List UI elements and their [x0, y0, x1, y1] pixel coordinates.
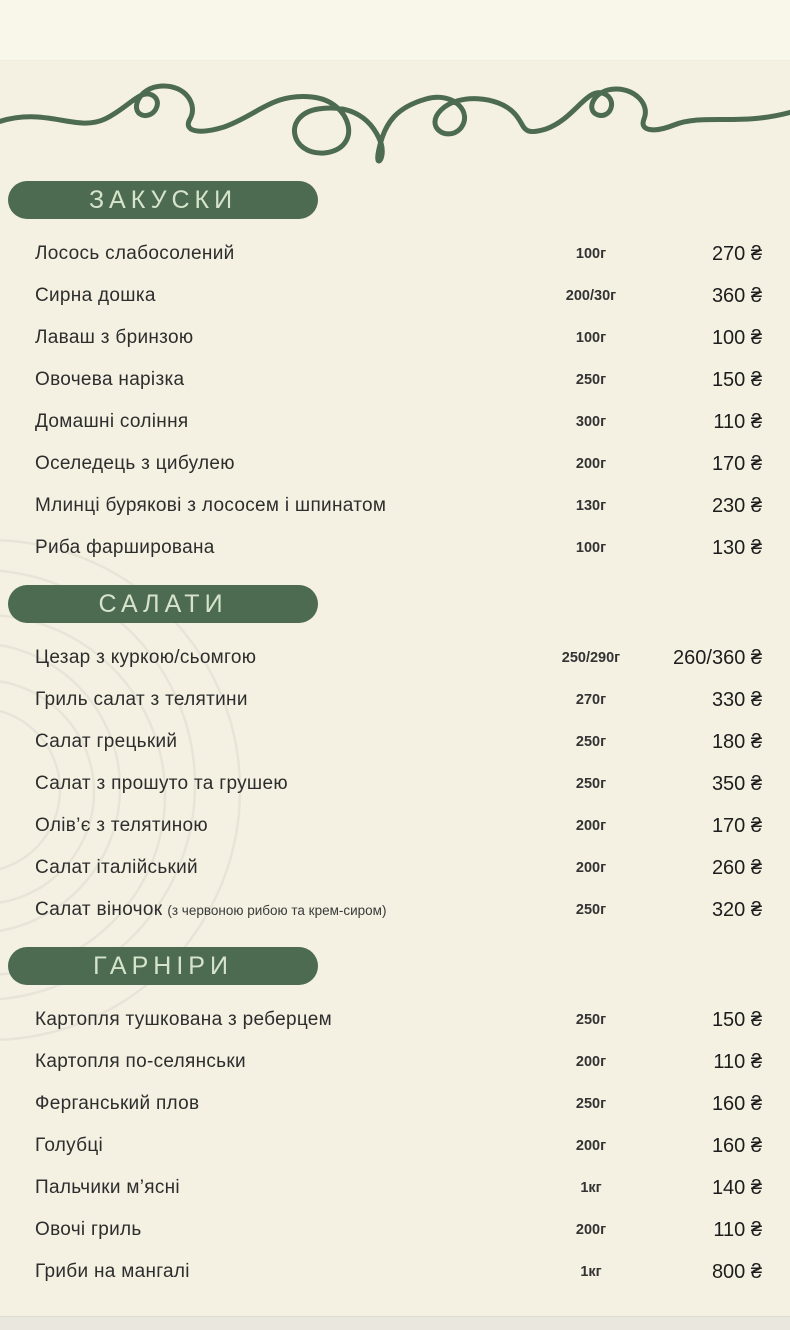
- item-weight: 1кг: [580, 1264, 602, 1280]
- item-price: 130 ₴: [711, 536, 762, 559]
- item-price: 230 ₴: [711, 494, 762, 517]
- menu-item-row: [35, 275, 762, 317]
- menu-item-row: [35, 485, 762, 527]
- item-name: Салат італійський: [35, 857, 198, 878]
- menu-item-row: [35, 721, 762, 763]
- section-title: ЗАКУСКИ: [88, 185, 238, 214]
- item-name: Ферганський плов: [35, 1093, 200, 1114]
- item-name: Сирна дошка: [35, 285, 156, 306]
- decorative-flourish: [0, 61, 790, 175]
- item-price: 320 ₴: [711, 898, 762, 921]
- item-price: 110 ₴: [713, 1050, 762, 1073]
- item-name: Лаваш з бринзою: [35, 327, 194, 348]
- item-weight: 250г: [575, 734, 607, 750]
- item-price: 350 ₴: [711, 772, 762, 795]
- item-name: Лосось слабосолений: [35, 243, 235, 264]
- item-weight: 200г: [575, 456, 607, 472]
- item-price: 140 ₴: [711, 1176, 762, 1199]
- section-items-salaty: [0, 623, 790, 931]
- page-bottom-margin: [0, 1316, 790, 1330]
- menu-item-row: [35, 1209, 762, 1251]
- section-header-salaty: [8, 585, 318, 623]
- item-price: 100 ₴: [711, 326, 762, 349]
- item-name: Картопля по-селянськи: [35, 1051, 246, 1072]
- menu-item-row: [35, 637, 762, 679]
- item-price: 180 ₴: [711, 730, 762, 753]
- item-name: Гриль салат з телятини: [35, 689, 248, 710]
- item-name: Овочі гриль: [35, 1219, 142, 1240]
- item-name-note: (з червоною рибою та крем-сиром): [167, 903, 387, 918]
- item-price: 170 ₴: [711, 452, 762, 475]
- menu-item-row: [35, 527, 762, 569]
- item-weight: 250г: [575, 776, 607, 792]
- item-name: Пальчики м’ясні: [35, 1177, 180, 1198]
- item-price: 360 ₴: [711, 284, 762, 307]
- item-name: Голубці: [35, 1135, 104, 1156]
- menu-item-row: [35, 1167, 762, 1209]
- menu-item-row: [35, 999, 762, 1041]
- menu-item-row: [35, 763, 762, 805]
- menu-item-row: [35, 805, 762, 847]
- item-price: 150 ₴: [711, 1008, 762, 1031]
- item-price: 260/360 ₴: [673, 646, 762, 669]
- item-price: 800 ₴: [711, 1260, 762, 1283]
- item-price: 110 ₴: [713, 1218, 762, 1241]
- page-top-margin: [0, 0, 790, 61]
- item-weight: 300г: [575, 414, 607, 430]
- item-price: 110 ₴: [713, 410, 762, 433]
- section-title: ГАРНІРИ: [93, 951, 233, 980]
- item-price: 150 ₴: [711, 368, 762, 391]
- item-name: Оселедець з цибулею: [35, 453, 235, 474]
- swirl-line-icon: [0, 61, 790, 175]
- menu-item-row: [35, 1041, 762, 1083]
- item-name: Риба фарширована: [35, 537, 215, 558]
- item-name: Гриби на мангалі: [35, 1261, 190, 1282]
- section-items-zakusky: [0, 219, 790, 569]
- item-weight: 100г: [575, 330, 607, 346]
- section-items-harniry: [0, 985, 790, 1293]
- item-price: 160 ₴: [711, 1134, 762, 1157]
- item-price: 160 ₴: [711, 1092, 762, 1115]
- menu-item-row: [35, 1125, 762, 1167]
- item-weight: 200г: [575, 860, 607, 876]
- item-weight: 250г: [575, 902, 607, 918]
- menu-item-row: [35, 847, 762, 889]
- item-price: 330 ₴: [711, 688, 762, 711]
- menu-item-row: [35, 233, 762, 275]
- item-name: Млинці бурякові з лососем і шпинатом: [35, 495, 387, 516]
- item-name: Овочева нарізка: [35, 369, 185, 390]
- item-weight: 200г: [575, 1138, 607, 1154]
- menu-content: [0, 181, 790, 1293]
- menu-item-row: [35, 679, 762, 721]
- item-name: Салат грецький: [35, 731, 178, 752]
- item-weight: 270г: [575, 692, 607, 708]
- menu-item-row: [35, 1251, 762, 1293]
- item-weight: 100г: [575, 540, 607, 556]
- menu-item-row: [35, 889, 762, 931]
- section-header-harniry: [8, 947, 318, 985]
- menu-item-row: [35, 359, 762, 401]
- item-price: 170 ₴: [711, 814, 762, 837]
- item-weight: 250/290г: [561, 650, 621, 666]
- item-price: 260 ₴: [711, 856, 762, 879]
- item-weight: 130г: [575, 498, 607, 514]
- item-weight: 100г: [575, 246, 607, 262]
- item-name: Салат з прошуто та грушею: [35, 773, 288, 794]
- item-name: [35, 899, 532, 921]
- item-weight: 250г: [575, 1096, 607, 1112]
- menu-item-row: [35, 443, 762, 485]
- item-weight: 200г: [575, 818, 607, 834]
- item-weight: 200г: [575, 1054, 607, 1070]
- menu-item-row: [35, 1083, 762, 1125]
- item-price: 270 ₴: [711, 242, 762, 265]
- item-name: Домашні соління: [35, 411, 189, 432]
- item-weight: 1кг: [580, 1180, 602, 1196]
- item-weight: 250г: [575, 372, 607, 388]
- item-name: Картопля тушкована з реберцем: [35, 1009, 333, 1030]
- item-name-main: Салат віночок: [35, 899, 163, 920]
- item-weight: 200г: [575, 1222, 607, 1238]
- menu-item-row: [35, 401, 762, 443]
- item-weight: 200/30г: [565, 288, 617, 304]
- item-name: Олів’є з телятиною: [35, 815, 208, 836]
- item-name: Цезар з куркою/сьомгою: [35, 647, 257, 668]
- section-title: САЛАТИ: [98, 589, 228, 618]
- section-header-zakusky: [8, 181, 318, 219]
- item-weight: 250г: [575, 1012, 607, 1028]
- menu-item-row: [35, 317, 762, 359]
